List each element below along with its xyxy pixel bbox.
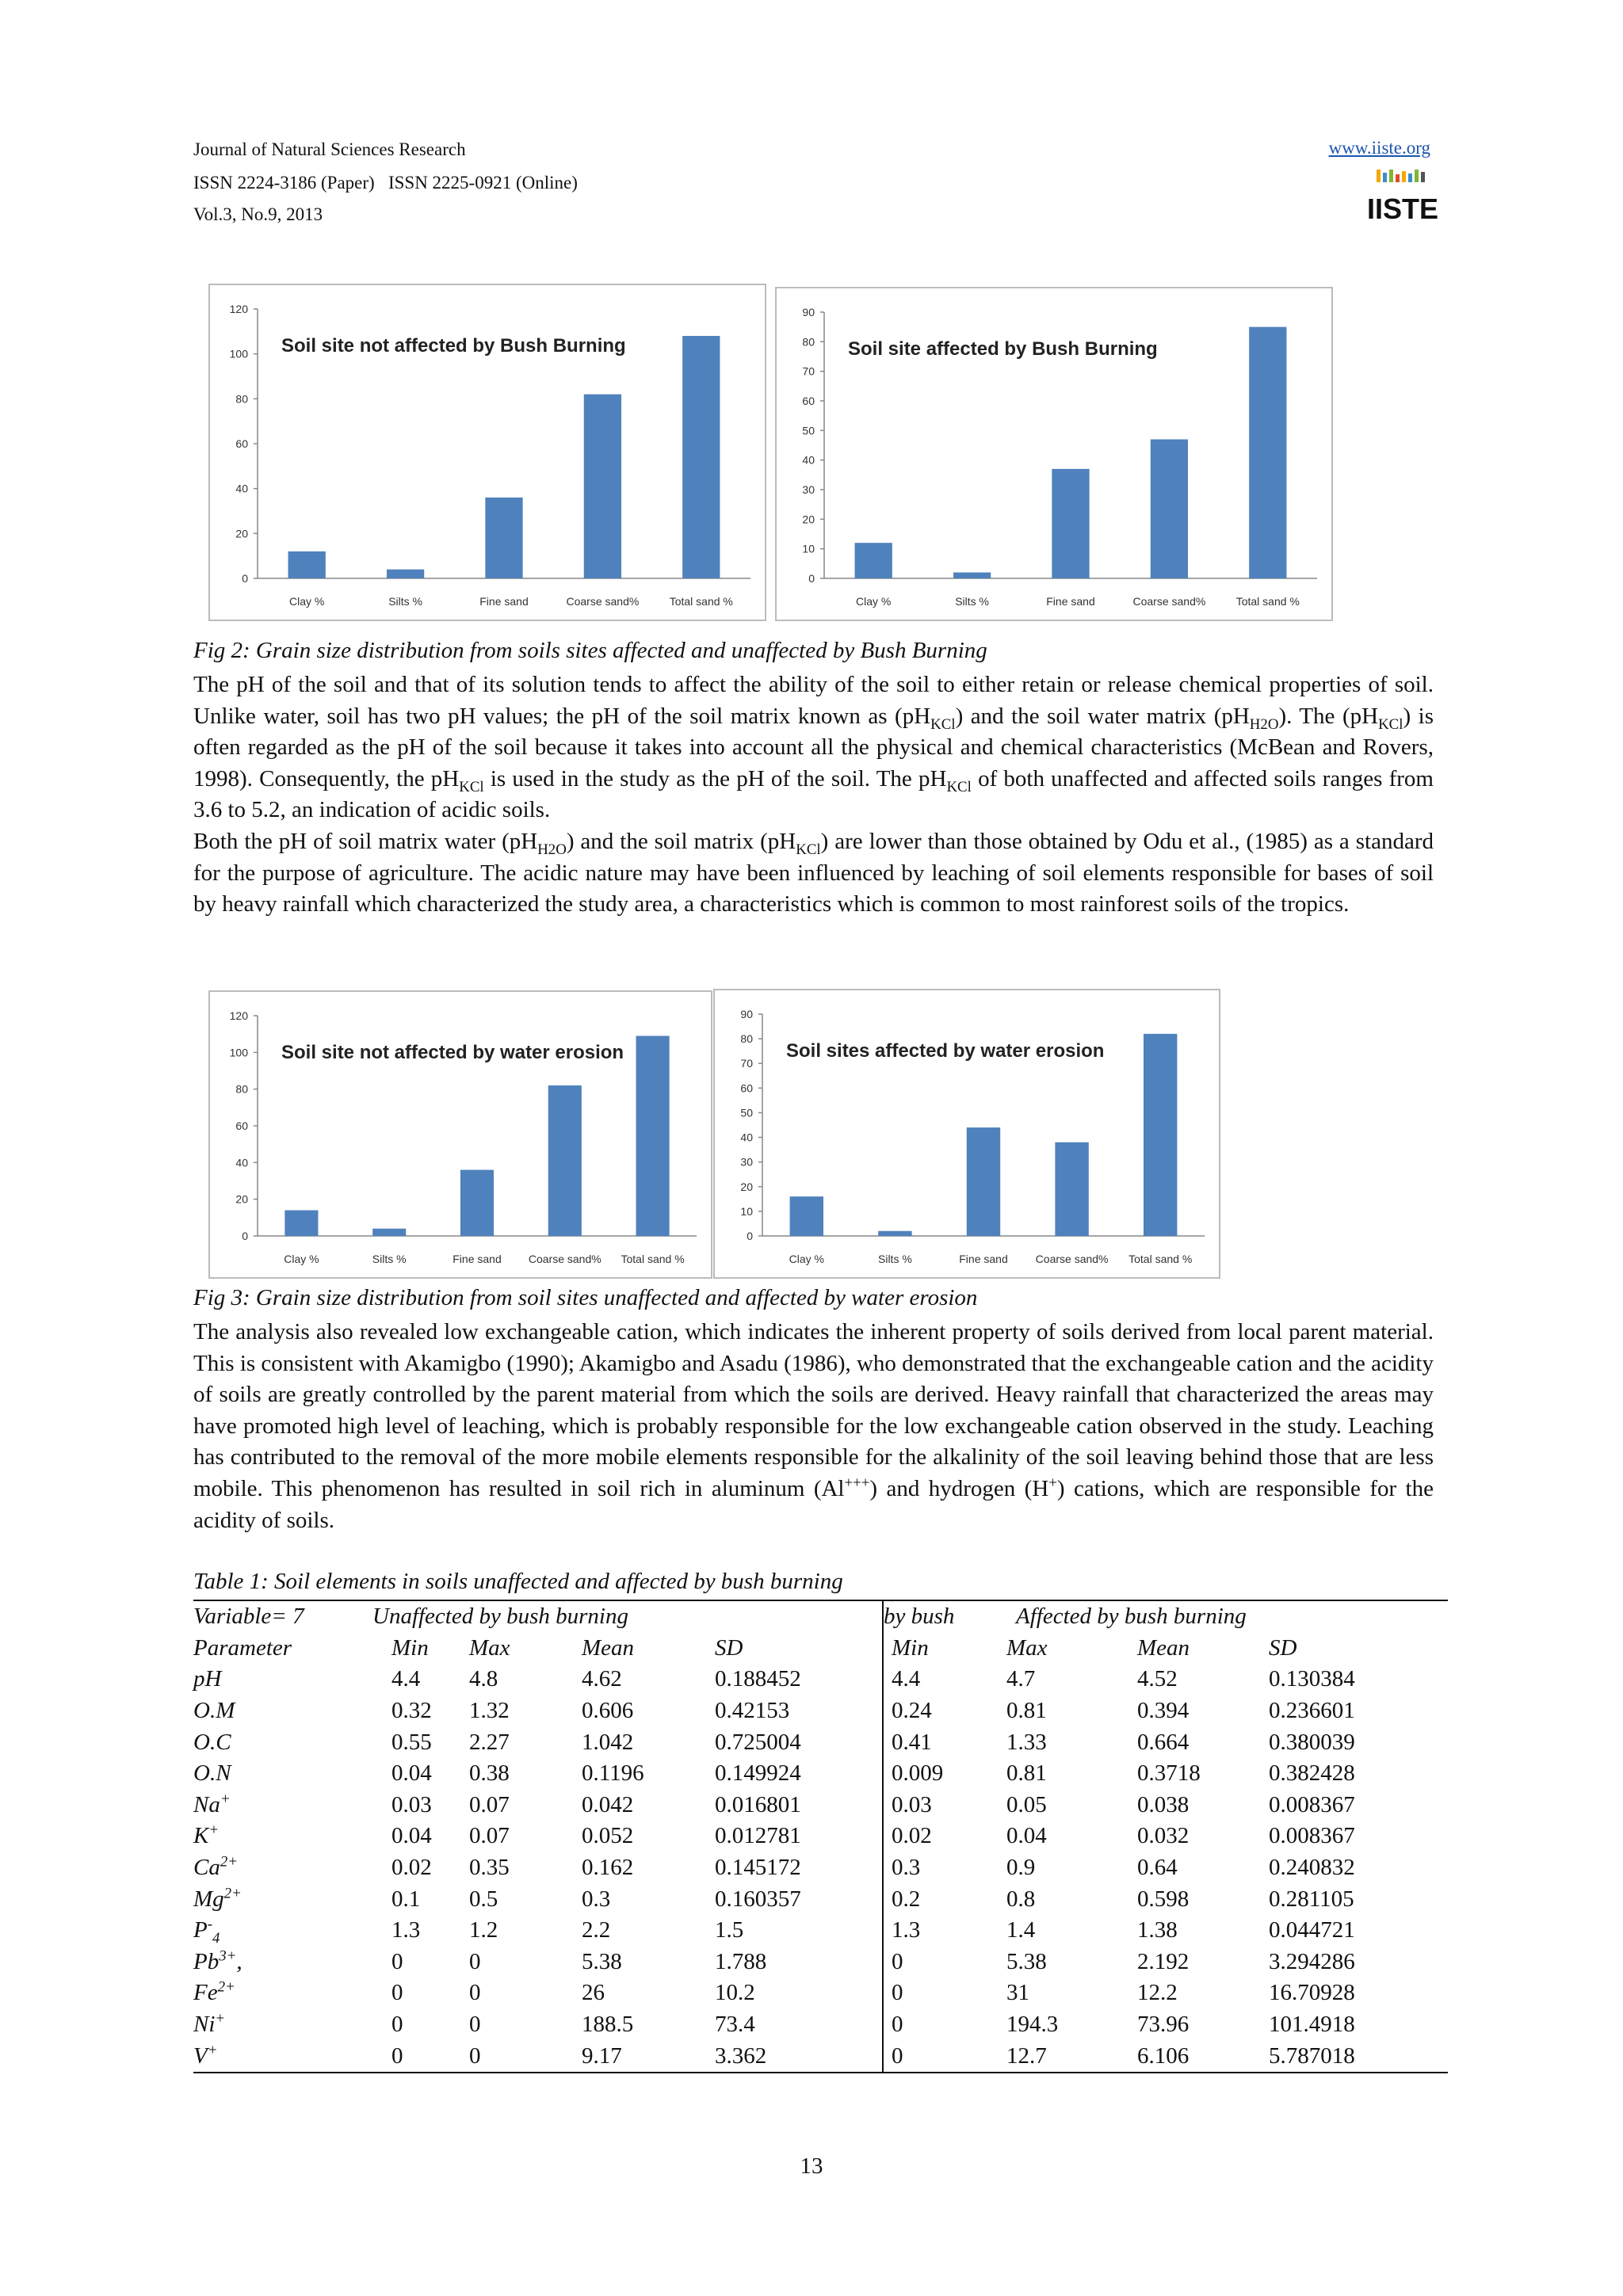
- chart-title: Soil sites affected by water erosion: [786, 1040, 1105, 1062]
- value-cell: 1.32: [469, 1698, 510, 1724]
- value-cell: 73.96: [1137, 2012, 1190, 2038]
- value-cell: 1.33: [1006, 1729, 1047, 1755]
- value-cell: 0.008367: [1269, 1791, 1355, 1817]
- parameter-cell: Na+: [193, 1791, 231, 1817]
- column-header-6: Max: [1006, 1634, 1048, 1661]
- value-cell: 4.4: [391, 1666, 421, 1692]
- value-cell: 0.55: [391, 1729, 432, 1755]
- y-tick-label: 20: [235, 1192, 248, 1206]
- y-tick-label: 100: [229, 347, 248, 360]
- value-cell: 1.788: [715, 1947, 883, 1978]
- bar: [1151, 440, 1188, 578]
- parameter-cell: $Mg^{2+}$: [193, 1884, 242, 1912]
- journal-volume: Vol.3, No.9, 2013: [193, 204, 323, 224]
- table-row: [193, 1978, 1448, 2009]
- y-tick-label: 80: [235, 1082, 248, 1096]
- value-cell: 0.03: [391, 1791, 432, 1817]
- fig2-caption: Fig 2: Grain size distribution from soils sites affected and unaffected by Bush Burning: [193, 638, 987, 663]
- value-cell: 0.042: [582, 1791, 634, 1817]
- value-cell: 0.145172: [715, 1852, 883, 1884]
- bar: [485, 498, 522, 578]
- value-cell: 2.2: [582, 1917, 611, 1943]
- parameter-cell: pH: [193, 1666, 222, 1692]
- value-cell: 4.52: [1137, 1666, 1178, 1692]
- parameter-cell: O.M: [193, 1698, 235, 1724]
- value-cell: 0.016801: [715, 1790, 883, 1821]
- value-cell: 0.1: [391, 1886, 421, 1912]
- fig3-caption: Fig 3: Grain size distribution from soil sites unaffected and affected by water erosion: [193, 1285, 978, 1310]
- y-tick-label: 60: [740, 1081, 753, 1095]
- column-header-2: Max: [469, 1634, 510, 1661]
- y-tick-label: 20: [802, 513, 815, 526]
- value-cell: 0.664: [1137, 1729, 1190, 1755]
- table-row: [193, 1790, 1448, 1821]
- x-tick-label: Total sand %: [669, 595, 733, 608]
- value-cell: 9.17: [582, 2042, 622, 2069]
- value-cell: 0.606: [582, 1698, 634, 1724]
- value-cell: 0.38: [469, 1760, 510, 1787]
- x-tick-label: Total sand %: [1235, 595, 1300, 608]
- iiste-logo: [1366, 170, 1439, 227]
- table-caption: Table 1: Soil elements in soils unaffected and affected by bush burning: [193, 1569, 843, 1594]
- journal-issn: ISSN 2224-3186 (Paper) ISSN 2225-0921 (Online): [193, 173, 578, 193]
- value-cell: 16.70928: [1269, 1980, 1355, 2006]
- paragraph-cation: The analysis also revealed low exchangeable cation, which indicates the inherent property of soils derived from local parent material. This is consistent with Akamigbo (1990); Akamigbo and Asadu (1986), who demonstrated that the exchangeable cation and the acidity of soils are greatly controlled by the parent material from which the soils are derived. Heavy rainfall that characterized the areas may have promoted high level of leaching, which is probably responsible for the low exchangeable cation observed in the study. Leaching has contributed to the removal of the more mobile elements responsible for the alkalinity of the soil leaving behind those that are less mobile. This phenomenon has resulted in soil rich in aluminum (Al+++) and hydrogen (H+) cations, which are responsible for the acidity of soils.: [193, 1319, 1434, 1533]
- value-cell: 0.394: [1137, 1698, 1190, 1724]
- value-cell: 0: [391, 1948, 403, 1974]
- y-tick-label: 50: [740, 1106, 753, 1119]
- value-cell: 0.32: [391, 1698, 432, 1724]
- value-cell: 12.2: [1137, 1980, 1178, 2006]
- y-tick-label: 50: [802, 424, 815, 437]
- parameter-cell: $Fe^{2+}$: [193, 1978, 235, 2006]
- bar: [682, 336, 720, 578]
- value-cell: 1.3: [391, 1917, 421, 1943]
- x-tick-label: Clay %: [289, 595, 325, 608]
- y-tick-label: 80: [802, 335, 815, 349]
- value-cell: 1.2: [469, 1917, 498, 1943]
- value-cell: 0: [892, 1980, 903, 2006]
- table-row: [193, 1852, 1448, 1884]
- value-cell: 2.192: [1137, 1948, 1190, 1974]
- value-cell: 3.362: [715, 2040, 883, 2073]
- parameter-cell: Ni+: [193, 2010, 226, 2038]
- value-cell: 0: [892, 2042, 903, 2069]
- chart-title: Soil site affected by Bush Burning: [848, 338, 1158, 360]
- chart-not-affected-bush-burning: [208, 284, 766, 621]
- column-header-0: Parameter: [193, 1634, 292, 1661]
- bar: [855, 543, 892, 578]
- x-tick-label: Silts %: [372, 1253, 407, 1265]
- value-cell: 0.149924: [715, 1758, 883, 1790]
- value-cell: 0.02: [391, 1855, 432, 1881]
- y-tick-label: 0: [808, 572, 815, 585]
- value-cell: 0.008367: [1269, 1823, 1355, 1849]
- value-cell: 73.4: [715, 2009, 883, 2041]
- x-tick-label: Coarse sand%: [1132, 595, 1206, 608]
- y-tick-label: 60: [235, 1119, 248, 1132]
- value-cell: 0.81: [1006, 1698, 1047, 1724]
- parameter-cell: $Pb^{3+}$,: [193, 1947, 242, 1974]
- bar: [1249, 327, 1286, 578]
- y-tick-label: 30: [802, 483, 815, 496]
- value-cell: 0.281105: [1269, 1886, 1354, 1912]
- value-cell: 0.382428: [1269, 1760, 1355, 1787]
- chart-title: Soil site not affected by water erosion: [281, 1042, 624, 1063]
- value-cell: 0.188452: [715, 1664, 883, 1695]
- soil-elements-table: [193, 1600, 1448, 2073]
- column-header-3: Mean: [582, 1634, 635, 1661]
- bar: [1144, 1034, 1177, 1236]
- y-tick-label: 80: [740, 1032, 753, 1046]
- value-cell: 26: [582, 1980, 605, 2006]
- column-header-8: SD: [1269, 1634, 1297, 1661]
- value-cell: 1.042: [582, 1729, 634, 1755]
- chart-affected-bush-burning: [775, 287, 1333, 621]
- group-left-var: Variable= 7: [193, 1604, 304, 1630]
- y-tick-label: 10: [740, 1204, 753, 1218]
- parameter-cell: $Ca^{2+}$: [193, 1853, 238, 1881]
- bar: [1052, 469, 1089, 578]
- value-cell: 0.3: [892, 1855, 921, 1881]
- value-cell: 0: [469, 2012, 481, 2038]
- value-cell: 0.42153: [715, 1695, 883, 1727]
- value-cell: 6.106: [1137, 2042, 1190, 2069]
- table-row: [193, 1758, 1448, 1790]
- bar: [285, 1211, 318, 1236]
- group-right-label: Affected by bush burning: [1016, 1604, 1247, 1630]
- column-header-4: SD: [715, 1633, 883, 1665]
- column-header-1: Min: [391, 1634, 429, 1661]
- value-cell: 188.5: [582, 2012, 634, 2038]
- value-cell: 0.012781: [715, 1821, 883, 1852]
- bar: [967, 1127, 1000, 1236]
- bar: [953, 573, 991, 578]
- value-cell: 0.160357: [715, 1883, 883, 1915]
- x-tick-label: Silts %: [878, 1253, 912, 1265]
- value-cell: 0.07: [469, 1791, 510, 1817]
- table-row: [193, 1726, 1448, 1758]
- bar: [288, 551, 326, 578]
- value-cell: 4.4: [892, 1666, 921, 1692]
- value-cell: 0: [469, 1948, 481, 1974]
- value-cell: 0.81: [1006, 1760, 1047, 1787]
- value-cell: 4.8: [469, 1666, 498, 1692]
- value-cell: 0.03: [892, 1791, 932, 1817]
- bar: [878, 1231, 911, 1236]
- value-cell: 0.236601: [1269, 1698, 1355, 1724]
- value-cell: 10.2: [715, 1978, 883, 2009]
- table-row: [193, 1821, 1448, 1852]
- value-cell: 0.3: [582, 1886, 611, 1912]
- x-tick-label: Silts %: [388, 595, 422, 608]
- x-tick-label: Silts %: [955, 595, 989, 608]
- table-row: [193, 1883, 1448, 1915]
- value-cell: 0: [391, 2042, 403, 2069]
- y-tick-label: 120: [229, 303, 248, 315]
- value-cell: 0.240832: [1269, 1855, 1355, 1881]
- value-cell: 0.04: [391, 1823, 432, 1849]
- value-cell: 4.7: [1006, 1666, 1036, 1692]
- value-cell: 0.02: [892, 1823, 932, 1849]
- table-row: [193, 1915, 1448, 1947]
- y-tick-label: 40: [235, 1156, 248, 1169]
- value-cell: 2.27: [469, 1729, 510, 1755]
- x-tick-label: Fine sand: [453, 1253, 502, 1265]
- value-cell: 5.38: [582, 1948, 622, 1974]
- column-header-5: Min: [892, 1634, 929, 1661]
- y-tick-label: 20: [740, 1180, 753, 1193]
- bar: [636, 1035, 670, 1236]
- value-cell: 31: [1006, 1980, 1029, 2006]
- y-tick-label: 90: [740, 1008, 753, 1020]
- y-tick-label: 80: [235, 392, 248, 406]
- bar: [584, 395, 621, 578]
- bar: [387, 570, 424, 578]
- table-column-header: [193, 1633, 1448, 1665]
- x-tick-label: Clay %: [856, 595, 892, 608]
- value-cell: 0.032: [1137, 1823, 1190, 1849]
- x-tick-label: Fine sand: [959, 1253, 1008, 1265]
- y-tick-label: 0: [242, 572, 248, 585]
- value-cell: 5.38: [1006, 1948, 1047, 1974]
- y-tick-label: 10: [802, 542, 815, 555]
- y-tick-label: 60: [235, 437, 248, 450]
- y-tick-label: 40: [740, 1131, 753, 1144]
- y-tick-label: 30: [740, 1155, 753, 1169]
- value-cell: 0.009: [892, 1760, 944, 1787]
- value-cell: 0: [892, 2012, 903, 2038]
- y-tick-label: 20: [235, 527, 248, 540]
- value-cell: 0.5: [469, 1886, 498, 1912]
- group-left-label: Unaffected by bush burning: [357, 1600, 883, 1633]
- value-cell: 0.24: [892, 1698, 932, 1724]
- value-cell: 0.162: [582, 1855, 634, 1881]
- svg-text:IISTE: IISTE: [1366, 193, 1439, 225]
- x-tick-label: Fine sand: [479, 595, 529, 608]
- x-tick-label: Fine sand: [1046, 595, 1095, 608]
- y-tick-label: 70: [740, 1057, 753, 1070]
- column-header-7: Mean: [1137, 1634, 1190, 1661]
- value-cell: 3.294286: [1269, 1948, 1355, 1974]
- value-cell: 5.787018: [1269, 2042, 1355, 2069]
- x-tick-label: Total sand %: [621, 1253, 685, 1265]
- x-tick-label: Clay %: [789, 1253, 824, 1265]
- y-tick-label: 90: [802, 306, 815, 318]
- value-cell: 1.3: [892, 1917, 921, 1943]
- y-tick-label: 70: [802, 364, 815, 378]
- value-cell: 12.7: [1006, 2042, 1047, 2069]
- table-group-header: [193, 1600, 1448, 1633]
- value-cell: 0.130384: [1269, 1666, 1355, 1692]
- bar: [790, 1196, 823, 1236]
- bar: [1055, 1142, 1088, 1236]
- value-cell: 0.41: [892, 1729, 932, 1755]
- value-cell: 0.2: [892, 1886, 921, 1912]
- chart-affected-water-erosion: [713, 989, 1220, 1279]
- y-tick-label: 40: [802, 453, 815, 467]
- value-cell: 194.3: [1006, 2012, 1059, 2038]
- y-tick-label: 40: [235, 482, 248, 495]
- value-cell: 0.07: [469, 1823, 510, 1849]
- parameter-cell: K+: [193, 1821, 220, 1849]
- value-cell: 0.04: [1006, 1823, 1047, 1849]
- paragraph-ph: The pH of the soil and that of its solution tends to affect the ability of the soil to either retain or release chemical properties of soil. Unlike water, soil has two pH values; the pH of the soil matrix known as $(pH_{KCl})$ and the soil water matrix $(pH_{H2O})$. The $(pH_{KCl})$ is often regarded as the pH of the soil because it takes into account all the physical and chemical characteristics (McBean and Rovers, 1998). Consequently, the $pH_{KCl}$ is used in the study as the pH of the soil. The $pH_{KCl}$ of both unaffected and affected soils ranges from 3.6 to 5.2, an indication of acidic soils. Both the pH of soil matrix water $(pH_{H2O})$ and the soil matrix $(pH_{KCl})$ are lower than those obtained by Odu et al., (1985) as a standard for the purpose of agriculture. The acidic nature may have been influenced by leaching of soil elements responsible for bases of soil by heavy rainfall which characterized the study area, a characteristics which is common to most rainforest soils of the tropics.: [193, 672, 1434, 917]
- y-tick-label: 0: [242, 1230, 248, 1242]
- journal-name: Journal of Natural Sciences Research: [193, 139, 466, 159]
- bar: [460, 1170, 494, 1236]
- parameter-cell: V+: [193, 2041, 218, 2069]
- parameter-cell: $P^-_4$: [193, 1916, 220, 1947]
- table-row: [193, 2009, 1448, 2041]
- value-cell: 1.38: [1137, 1917, 1178, 1943]
- value-cell: 4.62: [582, 1666, 622, 1692]
- value-cell: 0.3718: [1137, 1760, 1201, 1787]
- x-tick-label: Coarse sand%: [528, 1253, 601, 1265]
- value-cell: 0.044721: [1269, 1917, 1355, 1943]
- value-cell: 101.4918: [1269, 2012, 1355, 2038]
- y-tick-label: 60: [802, 395, 815, 407]
- table-row: [193, 1695, 1448, 1727]
- table-row: [193, 1947, 1448, 1978]
- value-cell: 0: [892, 1948, 903, 1974]
- value-cell: 0.05: [1006, 1791, 1047, 1817]
- value-cell: 0: [469, 2042, 481, 2069]
- group-right-var: by bush: [884, 1604, 955, 1630]
- table-row: [193, 2040, 1448, 2073]
- value-cell: 0: [391, 2012, 403, 2038]
- x-tick-label: Coarse sand%: [1035, 1253, 1109, 1265]
- y-tick-label: 0: [747, 1230, 753, 1242]
- table-row: [193, 1664, 1448, 1695]
- value-cell: 0.64: [1137, 1855, 1178, 1881]
- page-number: 13: [800, 2153, 823, 2179]
- bar: [372, 1229, 406, 1236]
- value-cell: 0.598: [1137, 1886, 1190, 1912]
- value-cell: 0.04: [391, 1760, 432, 1787]
- parameter-cell: O.C: [193, 1729, 231, 1755]
- y-tick-label: 120: [229, 1009, 248, 1022]
- value-cell: 0.038: [1137, 1791, 1190, 1817]
- value-cell: 0.35: [469, 1855, 510, 1881]
- journal-url-link[interactable]: www.iiste.org: [1328, 138, 1430, 158]
- x-tick-label: Coarse sand%: [566, 595, 640, 608]
- value-cell: 0: [469, 1980, 481, 2006]
- value-cell: 0.9: [1006, 1855, 1036, 1881]
- value-cell: 0.725004: [715, 1726, 883, 1758]
- x-tick-label: Total sand %: [1128, 1253, 1193, 1265]
- y-tick-label: 100: [229, 1046, 248, 1059]
- chart-title: Soil site not affected by Bush Burning: [281, 335, 626, 357]
- value-cell: 0.052: [582, 1823, 634, 1849]
- value-cell: 1.4: [1006, 1917, 1036, 1943]
- bar: [548, 1085, 582, 1236]
- value-cell: 0.8: [1006, 1886, 1036, 1912]
- chart-not-affected-water-erosion: [208, 990, 712, 1279]
- value-cell: 1.5: [715, 1915, 883, 1947]
- value-cell: 0: [391, 1980, 403, 2006]
- value-cell: 0.380039: [1269, 1729, 1355, 1755]
- value-cell: 0.1196: [582, 1760, 644, 1787]
- parameter-cell: O.N: [193, 1760, 231, 1787]
- x-tick-label: Clay %: [284, 1253, 319, 1265]
